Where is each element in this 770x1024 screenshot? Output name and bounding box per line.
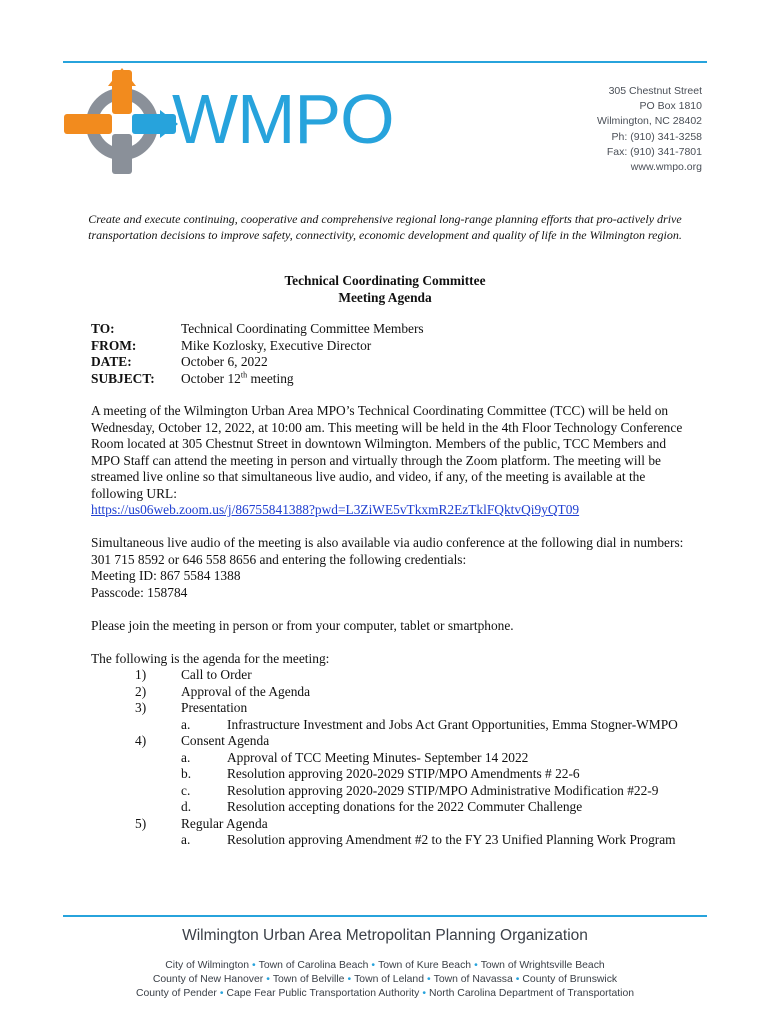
agenda-subitem-text: Resolution accepting donations for the 2022 Commuter Challenge <box>227 799 583 814</box>
agenda-subitem-letter: a. <box>181 832 191 847</box>
meeting-paragraph <box>91 403 691 519</box>
agenda-subitem-text: Resolution approving 2020-2029 STIP/MPO Amendments # 22-6 <box>227 766 580 781</box>
agenda-item <box>91 700 691 717</box>
audio-paragraph <box>91 535 691 601</box>
footer-member: Town of Carolina Beach <box>258 960 369 971</box>
address-po-box: PO Box 1810 <box>639 100 702 113</box>
memo-subject-date: October 12 <box>181 370 241 386</box>
agenda-subitem-letter: d. <box>181 799 192 814</box>
footer-member: Town of Wrightsville Beach <box>480 960 605 971</box>
address-fax: Fax: (910) 341-7801 <box>606 145 702 158</box>
footer-member: Town of Kure Beach <box>378 960 472 971</box>
memo-from-label: FROM: <box>91 337 137 353</box>
footer-member: County of Brunswick <box>522 974 618 985</box>
address-block <box>597 84 702 175</box>
agenda-subitem <box>91 832 691 849</box>
memo-date-label: DATE: <box>91 354 132 369</box>
memo-to-label: TO: <box>91 321 115 336</box>
memo-subject-row <box>91 371 424 388</box>
footer-title: Wilmington Urban Area Metropolitan Planning Organization <box>182 927 588 944</box>
address-website[interactable]: www.wmpo.org <box>630 161 702 174</box>
bullet-separator-icon: • <box>422 988 427 999</box>
memo-to-row <box>91 321 424 338</box>
memo-subject-rest: meeting <box>247 370 294 386</box>
agenda-item <box>91 733 691 750</box>
bullet-separator-icon: • <box>474 960 478 971</box>
memo-subject-value <box>181 371 294 388</box>
mission-statement: Create and execute continuing, cooperative and comprehensive regional long-range planning efforts that pro-actively drive transportation decisions to improve safety, connectivity, economic development and quality of life in the Wilmington region. <box>88 212 682 242</box>
footer-members-line-3 <box>0 988 770 999</box>
footer-member: County of New Hanover <box>152 974 264 985</box>
address-city: Wilmington, NC 28402 <box>596 115 702 128</box>
agenda-subitem <box>91 766 691 783</box>
letter-body <box>91 403 691 849</box>
agenda-intro: The following is the agenda for the meeting: <box>91 650 330 666</box>
document-title: Technical Coordinating Committee <box>284 273 486 288</box>
footer-members-line-1 <box>0 960 770 971</box>
footer-member: Cape Fear Public Transportation Authority <box>226 988 420 999</box>
address-street: 305 Chestnut Street <box>608 85 702 97</box>
agenda-item-number: 1) <box>135 667 147 682</box>
memo-date-value: October 6, 2022 <box>181 354 268 369</box>
agenda-subitem-letter: a. <box>181 716 191 732</box>
agenda-item-text: Regular Agenda <box>181 815 268 831</box>
bullet-separator-icon: • <box>219 988 224 999</box>
header-rule <box>63 61 707 63</box>
agenda-subitem-letter: b. <box>181 766 192 781</box>
agenda-subitem-letter: a. <box>181 749 191 765</box>
bullet-separator-icon: • <box>266 974 270 985</box>
agenda-item <box>91 684 691 701</box>
agenda-subitem-text: Resolution approving Amendment #2 to the FY 23 Unified Planning Work Program <box>227 832 676 847</box>
agenda-subitem-text: Approval of TCC Meeting Minutes- September 14 2022 <box>227 749 529 765</box>
footer-member: Town of Belville <box>272 974 345 985</box>
agenda-subitem <box>91 783 691 800</box>
footer-member: County of Pender <box>135 988 217 999</box>
agenda-subitem <box>91 750 691 767</box>
audio-details: Simultaneous live audio of the meeting is also available via audio conference at the following dial in numbers: 301 715 8592 or 646 558 8656 and entering the following credentials: <box>91 535 684 567</box>
agenda-subitem <box>91 717 691 734</box>
join-paragraph: Please join the meeting in person or from your computer, tablet or smartphone. <box>91 617 514 633</box>
footer-member: Town of Navassa <box>433 974 513 985</box>
memo-to-value: Technical Coordinating Committee Members <box>181 321 424 336</box>
zoom-link[interactable]: https://us06web.zoom.us/j/86755841388?pwd=L3ZiWE5vTkxmR2EzTklFQktvQi9yQT09 <box>91 502 580 517</box>
address-phone: Ph: (910) 341-3258 <box>611 130 702 143</box>
bullet-separator-icon: • <box>515 974 520 985</box>
agenda-item <box>91 667 691 684</box>
footer-member: Town of Leland <box>354 974 424 985</box>
meeting-details: A meeting of the Wilmington Urban Area MPO’s Technical Coordinating Committee (TCC) will be held on Wednesday, October 12, 2022, at 10:00 am. This meeting will be held in the 4th Floor Technology Conference Room located at 305 Chestnut Street in downtown Wilmington. Members of the public, TCC Members and MPO Staff can attend the meeting in person and virtually through the Zoom platform. The meeting will be streamed live online so that simultaneous live audio, and video, if any, of the meeting is available at the following URL: <box>91 403 683 501</box>
agenda-item-text: Presentation <box>181 700 248 715</box>
agenda-subitem-text: Resolution approving 2020-2029 STIP/MPO Administrative Modification #22-9 <box>227 782 659 798</box>
agenda-list <box>91 667 691 849</box>
bullet-separator-icon: • <box>427 974 431 985</box>
agenda-subitem <box>91 799 691 816</box>
memo-subject-label: SUBJECT: <box>91 370 155 386</box>
passcode: Passcode: 158784 <box>91 584 188 600</box>
memo-subject-ordinal: th <box>240 370 248 380</box>
agenda-item-number: 2) <box>135 683 147 699</box>
document-subtitle: Meeting Agenda <box>338 289 432 305</box>
memo-date-row <box>91 354 424 371</box>
footer-rule <box>63 915 707 917</box>
document-heading <box>0 273 770 306</box>
agenda-item-text: Consent Agenda <box>181 733 270 748</box>
footer-member: North Carolina Department of Transportation <box>429 988 635 999</box>
memo-header <box>91 321 424 387</box>
bullet-separator-icon: • <box>347 974 352 985</box>
meeting-id: Meeting ID: 867 5584 1388 <box>91 568 241 583</box>
footer-members-line-2 <box>0 974 770 985</box>
brand-wordmark: WMPO <box>172 80 394 158</box>
agenda-item-number: 5) <box>135 815 147 831</box>
memo-from-value: Mike Kozlosky, Executive Director <box>181 337 372 353</box>
agenda-item-number: 3) <box>135 700 147 715</box>
agenda-subitem-letter: c. <box>181 782 191 798</box>
wmpo-logo-icon <box>62 68 178 176</box>
agenda-item-text: Approval of the Agenda <box>181 683 311 699</box>
agenda-item-text: Call to Order <box>181 667 252 682</box>
memo-from-row <box>91 338 424 355</box>
agenda-subitem-text: Infrastructure Investment and Jobs Act Grant Opportunities, Emma Stogner-WMPO <box>227 716 678 732</box>
footer-member: City of Wilmington <box>165 960 250 971</box>
bullet-separator-icon: • <box>252 960 256 971</box>
agenda-item <box>91 816 691 833</box>
agenda-item-number: 4) <box>135 733 147 748</box>
bullet-separator-icon: • <box>371 960 376 971</box>
